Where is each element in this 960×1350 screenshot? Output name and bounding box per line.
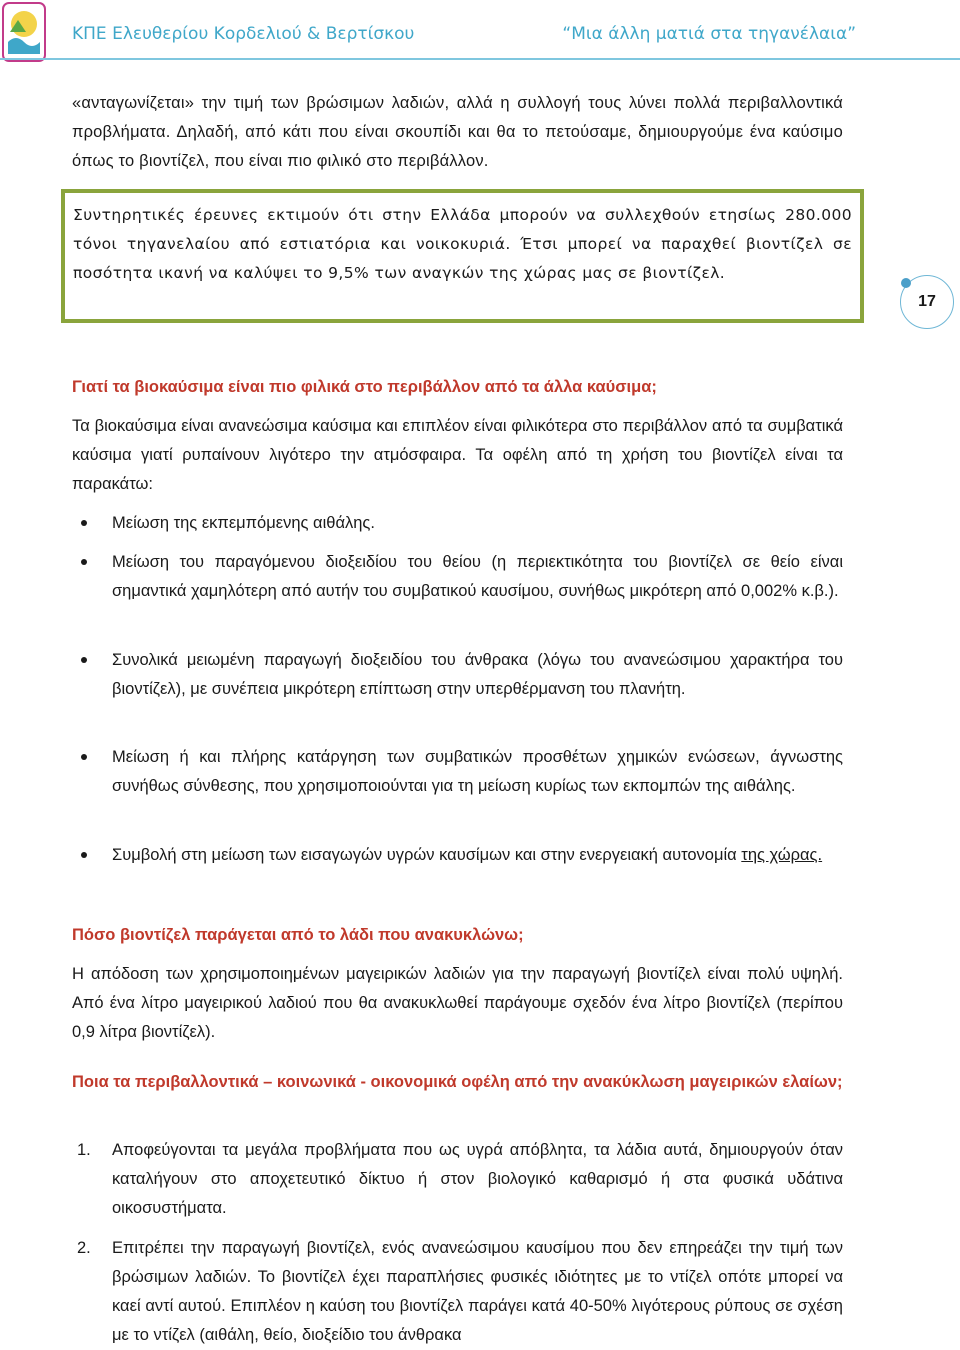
bullet-item: Συμβολή στη μείωση των εισαγωγών υγρών καυσίμων και στην ενεργειακή αυτονομία της χώρας. xyxy=(112,841,843,870)
bullet-item: Μείωση ή και πλήρης κατάργηση των συμβατικών προσθέτων χημικών ενώσεων, άγνωστης συνήθως σύνθεσης, που χρησιμοποιούνται για τη μείωση κυρίως των εκπομπών της αιθάλης. xyxy=(112,743,843,801)
highlight-text: Συντηρητικές έρευνες εκτιμούν ότι στην Ελλάδα μπορούν να συλλεχθούν ετησίως 280.000 τόνοι τηγανελαίου από εστιατόρια και νοικοκυριά. Έτσι μπορεί να παραχθεί βιοντίζελ σε ποσότητα ικανή να καλύψει το 9,5% των αναγκών της χώρας μας σε βιοντίζελ. xyxy=(73,206,852,282)
bullet-item: Συνολικά μειωμένη παραγωγή διοξειδίου του άνθρακα (λόγω του ανανεώσιμου χαρακτήρα του βιοντίζελ), με συνέπεια μικρότερη επίπτωση στην υπερθέρμανση του πλανήτη. xyxy=(112,646,843,704)
bullet-icon xyxy=(81,754,87,760)
section-heading-benefits: Ποια τα περιβαλλοντικά – κοινωνικά - οικονομικά οφέλη από την ανακύκλωση μαγειρικών ελαίων; xyxy=(72,1073,843,1091)
item-number: 2. xyxy=(77,1239,91,1257)
numbered-item: 1. Αποφεύγονται τα μεγάλα προβλήματα που ως υγρά απόβλητα, τα λάδια αυτά, δημιουργούν όταν καταλήγουν στο αποχετευτικό δίκτυο ή στον βιολογικό καθαρισμό ή στα φυσικά υδάτινα οικοσυστήματα. xyxy=(112,1136,843,1223)
section-heading-yield: Πόσο βιοντίζελ παράγεται από το λάδι που ανακυκλώνω; xyxy=(72,926,524,944)
badge-dot-icon xyxy=(901,278,911,288)
bullet-icon xyxy=(81,559,87,565)
kpe-logo-icon xyxy=(2,2,46,62)
biofuels-paragraph: Τα βιοκαύσιμα είναι ανανεώσιμα καύσιμα και επιπλέον είναι φιλικότερα στο περιβάλλον από τα συμβατικά καύσιμα γιατί ρυπαίνουν λιγότερο την ατμόσφαιρα. Τα οφέλη από τη χρήση του βιοντίζελ είναι τα παρακάτω: xyxy=(72,417,843,493)
page-number: 17 xyxy=(918,293,936,310)
numbered-item: 2. Επιτρέπει την παραγωγή βιοντίζελ, ενός ανανεώσιμου καυσίμου που δεν επηρεάζει την τιμή των βρώσιμων λαδιών. Το βιοντίζελ έχει παραπλήσιες φυσικές ιδιότητες με το ντίζελ οπότε μπορεί να καεί αντί αυτού. Επιπλέον η καύση του βιοντίζελ παράγει κατά 40-50% λιγότερους ρύπους σε σχέση με το ντίζελ (αιθάλη, θείο, διοξείδιο του άνθρακα xyxy=(112,1234,843,1350)
bullet-icon xyxy=(81,520,87,526)
highlight-box xyxy=(61,189,864,323)
section-heading-biofuels: Γιατί τα βιοκαύσιμα είναι πιο φιλικά στο περιβάλλον από τα άλλα καύσιμα; xyxy=(72,378,657,396)
header-project-title: “Μια άλλη ματιά στα τηγανέλαια” xyxy=(562,24,856,44)
yield-paragraph: Η απόδοση των χρησιμοποιημένων μαγειρικών λαδιών για την παραγωγή βιοντίζελ είναι πολύ υψηλή. Από ένα λίτρο μαγειρικού λαδιού που θα ανακυκλωθεί παράγουμε σχεδόν ένα λίτρο βιοντίζελ (περίπου 0,9 λίτρα βιοντίζελ). xyxy=(72,965,843,1041)
item-number: 1. xyxy=(77,1141,91,1159)
bullet-icon xyxy=(81,657,87,663)
intro-paragraph: «ανταγωνίζεται» την τιμή των βρώσιμων λαδιών, αλλά η συλλογή τους λύνει πολλά περιβαλλοντικά προβλήματα. Δηλαδή, από κάτι που είναι σκουπίδι και θα το πετούσαμε, δημιουργούμε ένα καύσιμο όπως το βιοντίζελ, που είναι πιο φιλικό στο περιβάλλον. xyxy=(72,94,843,170)
page-number-badge xyxy=(900,275,954,329)
header-divider xyxy=(0,58,960,60)
bullet-item: Μείωση της εκπεμπόμενης αιθάλης. xyxy=(112,509,843,538)
underlined-text: της χώρας. xyxy=(741,846,823,864)
bullet-icon xyxy=(81,852,87,858)
bullet-item: Μείωση του παραγόμενου διοξειδίου του θείου (η περιεκτικότητα του βιοντίζελ σε θείο είναι σημαντικά χαμηλότερη από αυτήν του συμβατικού καυσίμου, συνήθως μικρότερη από 0,002% κ.β.). xyxy=(112,548,843,606)
header-org-name: ΚΠΕ Ελευθερίου Κορδελιού & Βερτίσκου xyxy=(72,24,415,44)
page-header xyxy=(0,0,960,70)
